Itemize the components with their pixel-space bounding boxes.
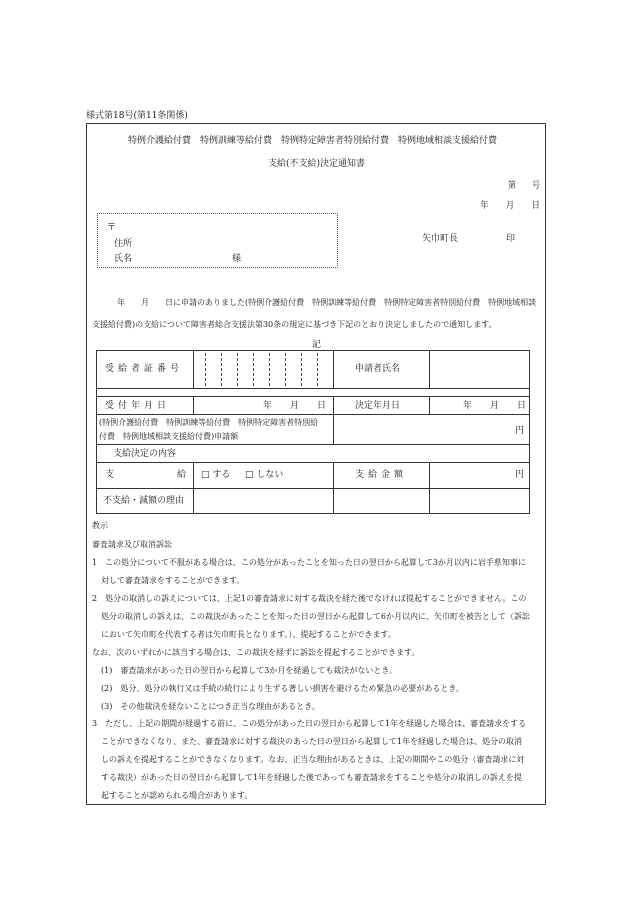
notice-subheading: 審査請求及び取消訴訟	[92, 540, 172, 549]
decision-content-label: 支給決定の内容	[113, 449, 177, 459]
address-box	[97, 213, 338, 268]
applicant-name-label: 申請者氏名	[355, 364, 401, 374]
notice-p2-line4: なお、次のいずれかに該当する場合は、この裁決を経ずに訴訟を提起することができます。	[92, 648, 420, 657]
notice-item-2: (2) 処分、処分の執行又は手続の続行により生ずる著しい損害を避けるため緊急の必要があるとき。	[101, 684, 465, 693]
receipt-date-value: 年 月 日	[263, 401, 327, 411]
notice-p3-line1: 3 ただし、上記の期間が経過する前に、この処分があった日の翌日から起算して1年を経過した場合は、審査請求をする	[92, 719, 527, 728]
payment-amount-label: 支給金額	[355, 470, 408, 480]
receipt-date-label: 受付年月日	[105, 401, 171, 411]
notice-heading: 教示	[92, 521, 108, 530]
decision-table	[96, 350, 530, 514]
decision-date-label: 決定年月日	[355, 401, 401, 411]
address-label: 住所	[114, 239, 133, 249]
intro-line-2: 支援給付費)の支給について障害者総合支援法第30条の規定に基づき下記のとおり決定しましたので通知します。	[92, 320, 497, 329]
notice-p3-line4: する裁決）があった日の翌日から起算して1年を経過した後であっても審査請求をすることや処分の取消しの訴えを提	[101, 773, 522, 782]
payment-label-left: 支	[105, 470, 115, 480]
document-subtitle: 支給(不支給)決定通知書	[268, 159, 366, 169]
honorific: 様	[232, 254, 242, 264]
notice-p2-line1: 2 処分の取消しの訴えについては、上記1の審査請求に対する裁決を経た後でなければ提起することができません。この	[92, 594, 527, 603]
form-number: 様式第18号(第11条関係)	[86, 111, 188, 121]
issue-date: 年 月 日	[480, 201, 540, 211]
payment-label-right: 給	[177, 470, 187, 480]
notice-p2-line3: において矢巾町を代表する者は矢巾町長となります。）、提起することができます。	[101, 630, 396, 639]
amount-request-yen: 円	[515, 426, 525, 436]
notice-p1-line1: 1 この処分について不服がある場合は、この処分があったことを知った日の翌日から起算して3か月以内に岩手県知事に	[92, 558, 526, 567]
notice-item-1: (1) 審査請求があった日の翌日から起算して3か月を経過しても裁決がないとき。	[101, 666, 398, 675]
notice-p3-line2: ことができなくなり、また、審査請求に対する裁決のあった日の翌日から起算して1年を経過した場合は、処分の取消	[101, 737, 523, 746]
name-label: 氏名	[114, 254, 133, 264]
reason-label: 不支給・減額の理由	[103, 496, 185, 506]
notice-p3-line5: 起することが認められる場合があります。	[101, 791, 253, 800]
postal-mark: 〒	[107, 223, 117, 233]
intro-line-1: 年 月 日に申請のありました(特例介護給付費 特例訓練等給付費 特例特定障害者特別給付費 特例地域相談	[117, 298, 537, 307]
notice-p3-line3: しの訴えを提起することができなくなります。なお、正当な理由があるときは、上記の期間やこの処分（審査請求に対	[101, 755, 525, 764]
seal-mark: 印	[506, 234, 516, 244]
document-number: 第 号	[508, 181, 541, 191]
payment-yes-checkbox[interactable]: □ する	[201, 470, 231, 480]
notice-item-3: (3) その他裁決を経ないことにつき正当な理由があるとき。	[101, 702, 320, 711]
cert-number-label: 受給者証番号	[105, 364, 184, 374]
notice-p2-line2: 処分の取消しの訴えは、この裁決があったことを知った日の翌日から起算して6か月以内に、矢巾町を被告として（訴訟	[101, 612, 531, 621]
issuer-mayor: 矢巾町長	[422, 234, 459, 244]
amount-request-label-2: 付費 特例地域相談支援給付費)申請額	[99, 432, 239, 441]
benefit-titles: 特例介護給付費 特例訓練等給付費 特例特定障害者特別給付費 特例地域相談支援給付費	[128, 136, 498, 146]
amount-request-label-1: (特例介護給付費 特例訓練等給付費 特例特定障害者特別給	[99, 418, 319, 427]
payment-amount-yen: 円	[515, 470, 525, 480]
decision-date-value: 年 月 日	[463, 401, 527, 411]
payment-no-checkbox[interactable]: □ しない	[245, 470, 284, 480]
notice-p1-line2: 対して審査請求をすることができます。	[101, 576, 245, 585]
note-heading: 記	[312, 340, 322, 350]
